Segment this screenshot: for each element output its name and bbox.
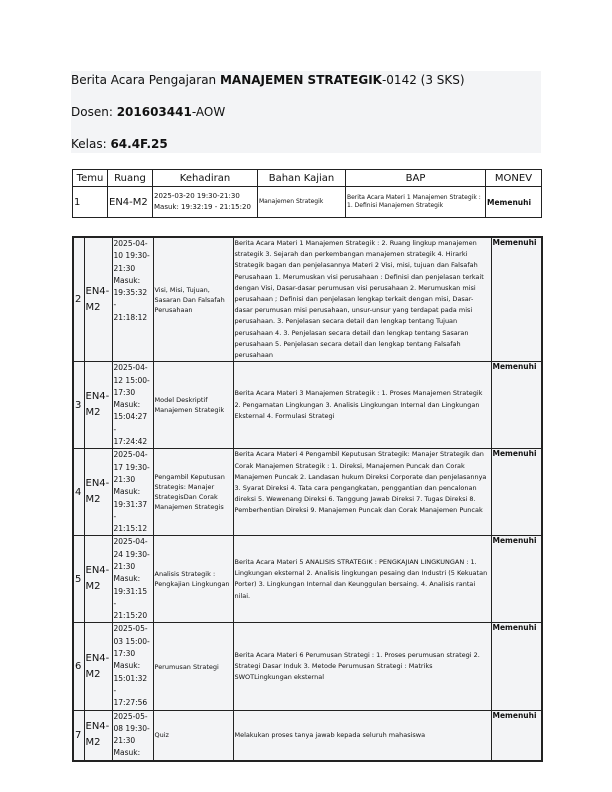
table-row	[73, 187, 542, 218]
cell-kehadiran: 2025-03-20 19:30-21:30 Masuk: 19:32:19 - 21:15:20	[153, 187, 258, 218]
cell-ruang: EN4-M2	[84, 710, 112, 761]
col-header-kehadiran: Kehadiran	[153, 170, 258, 187]
table-row	[73, 362, 542, 449]
course-title	[71, 73, 465, 87]
attendance-table-body	[72, 236, 543, 762]
cell-temu: 4	[73, 449, 84, 536]
cell-ruang: EN4-M2	[84, 237, 112, 362]
class-code: 64.4F.25	[110, 137, 168, 151]
cell-kehadiran: 2025-04-12 15:00-17:30 Masuk: 15:04:27 - 17:24:42	[112, 362, 153, 449]
cell-kehadiran: 2025-04-24 19:30-21:30 Masuk: 19:31:15 - 21:15:20	[112, 536, 153, 623]
table-row	[73, 536, 542, 623]
table-row	[73, 710, 542, 761]
col-header-ruang: Ruang	[108, 170, 153, 187]
cell-temu: 6	[73, 623, 84, 710]
class-line	[71, 137, 168, 151]
cell-bap: Berita Acara Materi 5 ANALISIS STRATEGIK : PENGKAJIAN LINGKUNGAN : 1. Lingkungan eksternal 2. Analisis lingkungan pesaing dan Industri (5 Kekuatan Porter) 3. Lingkungan Internal dan Keunggulan bersaing. 4. Analisis rantai nilai.	[233, 536, 491, 623]
cell-temu: 1	[73, 187, 108, 218]
lecturer-code: -AOW	[191, 105, 226, 119]
table-row	[73, 449, 542, 536]
cell-kehadiran: 2025-05-08 19:30-21:30 Masuk:	[112, 710, 153, 761]
cell-temu: 7	[73, 710, 84, 761]
cell-kehadiran: 2025-04-17 19:30-21:30 Masuk: 19:31:37 - 21:15:12	[112, 449, 153, 536]
cell-bap: Melakukan proses tanya jawab kepada seluruh mahasiswa	[233, 710, 491, 761]
cell-kehadiran: 2025-04-10 19:30-21:30 Masuk: 19:35:32 - 21:18:12	[112, 237, 153, 362]
cell-monev: Memenuhi	[491, 362, 542, 449]
cell-monev: Memenuhi	[491, 237, 542, 362]
title-prefix: Berita Acara Pengajaran	[71, 73, 220, 87]
cell-bap: Berita Acara Materi 1 Manajemen Strategik : 1. Definisi Manajemen Strategik	[346, 187, 486, 218]
cell-bap: Berita Acara Materi 1 Manajemen Strategik : 2. Ruang lingkup manajemen strategik 3. Sejarah dan perkembangan manajemen strategik 4. Hirarki Strategik bagan dan penjelasannya Materi 2 Visi, misi, tujuan dan Falsafah Perusahaan 1. Merumuskan visi perusahaan : Definisi dan penjelasan terkait dengan Visi, Dasar-dasar perumusan visi perusahaan 2. Merumuskan misi perusahaan ; Definisi dan penjelasan lengkap terkait dengan misi, Dasar-dasar perumusan misi perusahaan, unsur-unsur yang terdapat pada misi perusahaan. 3. Penjelasan secara detail dan lengkap tentang Tujuan perusahaan 4. 3. Penjelasan secara detail dan lengkap tentang Sasaran perusahaan 5. Penjelasan secara detail dan lengkap tentang Falsafah perusahaan	[233, 237, 491, 362]
cell-bahan-kajian: Perumusan Strategi	[153, 623, 233, 710]
course-code-sks: -0142 (3 SKS)	[381, 73, 465, 87]
col-header-monev: MONEV	[486, 170, 542, 187]
cell-bahan-kajian: Analisis Strategik : Pengkajian Lingkungan	[153, 536, 233, 623]
table-header-row	[73, 170, 542, 187]
cell-monev: Memenuhi	[491, 710, 542, 761]
col-header-bap: BAP	[346, 170, 486, 187]
lecturer-line	[71, 105, 225, 119]
col-header-temu: Temu	[73, 170, 108, 187]
cell-bahan-kajian: Visi, Misi, Tujuan, Sasaran Dan Falsafah Perusahaan	[153, 237, 233, 362]
cell-bahan-kajian: Pengambil Keputusan Strategis: Manajer StrategisDan Corak Manajemen Strategis	[153, 449, 233, 536]
cell-temu: 3	[73, 362, 84, 449]
cell-kehadiran: 2025-05-03 15:00-17:30 Masuk: 15:01:32 - 17:27:56	[112, 623, 153, 710]
table-row	[73, 623, 542, 710]
lecturer-id: 201603441	[116, 105, 192, 119]
cell-ruang: EN4-M2	[84, 536, 112, 623]
cell-ruang: EN4-M2	[84, 623, 112, 710]
course-name: MANAJEMEN STRATEGIK	[219, 73, 382, 87]
cell-bap: Berita Acara Materi 6 Perumusan Strategi : 1. Proses perumusan strategi 2. Strategi Dasar Induk 3. Metode Perumusan Strategi : Matriks SWOTLingkungan eksternal	[233, 623, 491, 710]
cell-monev: Memenuhi	[491, 449, 542, 536]
cell-monev: Memenuhi	[491, 536, 542, 623]
cell-bap: Berita Acara Materi 3 Manajemen Strategik : 1. Proses Manajemen Strategik 2. Pengamatan Lingkungan 3. Analisis Lingkungan Internal dan Lingkungan Eksternal 4. Formulasi Strategi	[233, 362, 491, 449]
lecturer-label: Dosen:	[71, 105, 117, 119]
cell-monev: Memenuhi	[486, 187, 542, 218]
cell-bahan-kajian: Model Deskriptif Manajemen Strategik	[153, 362, 233, 449]
cell-bahan-kajian: Manajemen Strategik	[258, 187, 346, 218]
cell-temu: 5	[73, 536, 84, 623]
course-header	[71, 71, 541, 153]
cell-bap: Berita Acara Materi 4 Pengambil Keputusan Strategik: Manajer Strategik dan Corak Manajemen Strategik : 1. Direksi, Manajemen Puncak dan Corak Manajemen Puncak 2. Landasan hukum Direksi Corporate dan penjelasannya 3. Syarat Direksi 4. Tata cara pengangkatan, penggantian dan pencalonan direksi 5. Wewenang Direksi 6. Tanggung Jawab Direksi 7. Tugas Direksi 8. Pemberhentian Direksi 9. Manajemen Puncak dan Corak Manajemen Puncak	[233, 449, 491, 536]
class-label: Kelas:	[71, 137, 111, 151]
col-header-bahan-kajian: Bahan Kajian	[258, 170, 346, 187]
cell-ruang: EN4-M2	[84, 362, 112, 449]
table-row	[73, 237, 542, 362]
cell-bahan-kajian: Quiz	[153, 710, 233, 761]
cell-temu: 2	[73, 237, 84, 362]
cell-ruang: EN4-M2	[108, 187, 153, 218]
cell-ruang: EN4-M2	[84, 449, 112, 536]
attendance-table-header	[72, 169, 542, 218]
cell-monev: Memenuhi	[491, 623, 542, 710]
